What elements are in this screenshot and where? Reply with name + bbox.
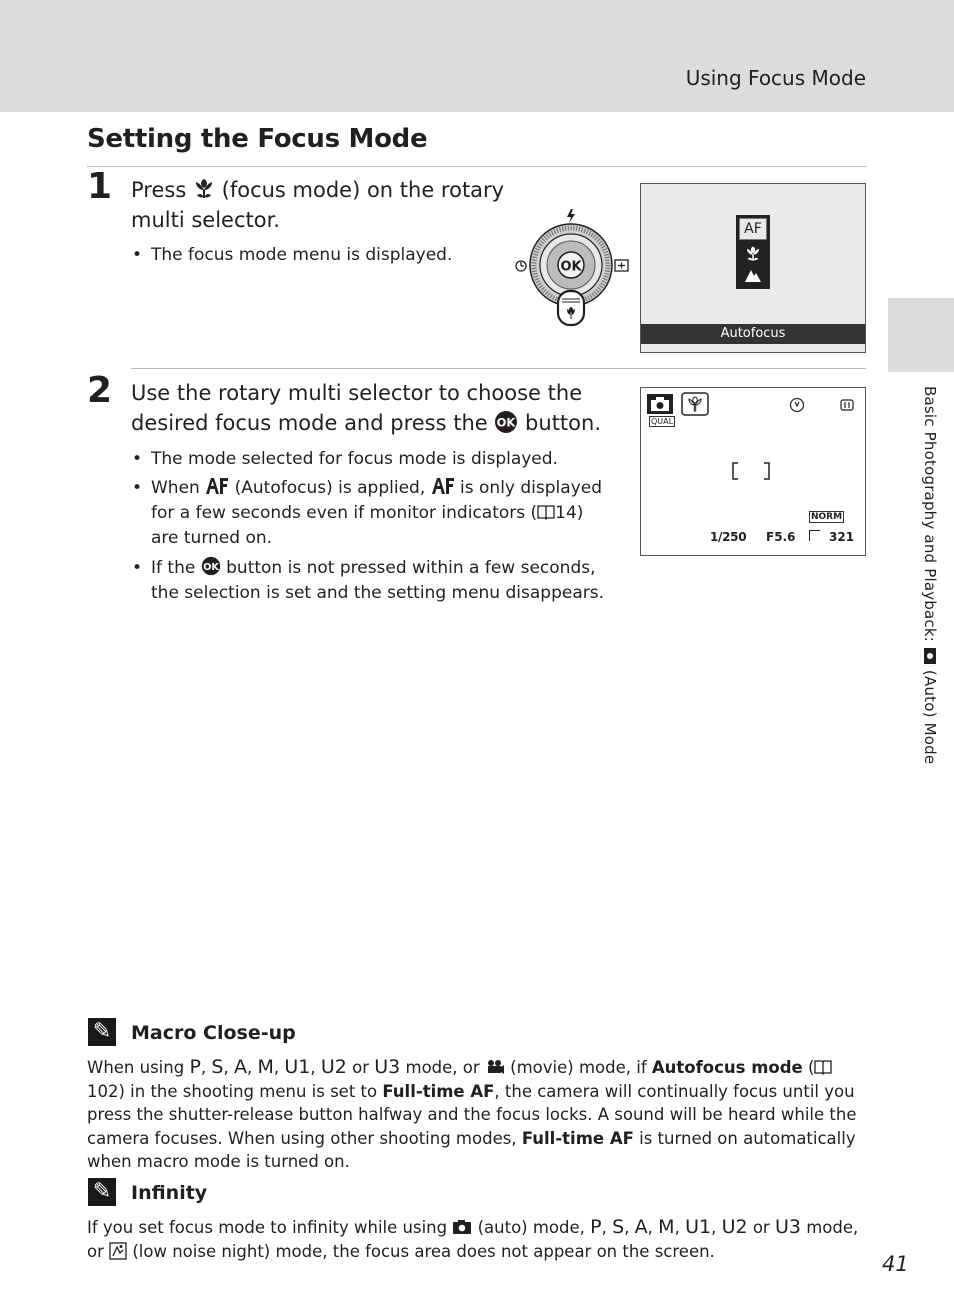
book-reference-icon <box>537 504 555 520</box>
mode-u3-icon: U3 <box>774 1216 801 1238</box>
step-2-instruction: Use the rotary multi selector to choose the desired focus mode and press the OK button. <box>131 381 601 435</box>
note-1-body: When using P, S, A, M, U1, U2 or U3 mode, or (movie) mode, if Autofocus mode (102) in the shooting menu is set to Full-time AF, the camera will continually focus until you press the shutter-release button halfway and the focus locks. A sound will be heard while the camera focuses. When using other shooting modes, Full-time AF is turned on automatically when macro mode is turned on. <box>87 1056 857 1171</box>
mode-s-icon: S <box>211 1056 224 1078</box>
header-band <box>0 0 954 112</box>
mode-u1-icon: U1 <box>284 1056 311 1078</box>
rotary-multi-selector-illustration <box>512 207 632 329</box>
ok-button-icon <box>494 410 518 434</box>
note-2-body: If you set focus mode to infinity while using (auto) mode, P, S, A, M, U1, U2 or U3 mode, or (low noise night) mode, the focus area does not appear on the screen. <box>87 1216 859 1261</box>
macro-flower-icon <box>193 177 215 201</box>
page-number: 41 <box>882 1252 909 1276</box>
autofocus-icon <box>431 476 455 496</box>
auto-mode-camera-icon <box>922 647 938 665</box>
step-2-bullet-1: • The mode selected for focus mode is displayed. <box>132 449 558 469</box>
focus-mode-menu-screen <box>640 183 866 353</box>
step-2-bullet-3: • If the OK button is not pressed within a few seconds, the selection is set and the setting menu disappears. <box>132 558 604 603</box>
note-pencil-icon: ✎ <box>88 1178 116 1206</box>
mode-a-icon: A <box>233 1056 247 1078</box>
mode-m-icon: M <box>658 1216 675 1238</box>
shutter-speed: 1/250 <box>710 530 747 544</box>
mode-p-icon: P <box>189 1056 201 1078</box>
ok-button-graphic <box>558 252 584 278</box>
step-1-bullet: • The focus mode menu is displayed. <box>132 245 453 265</box>
svg-text:OK: OK <box>497 415 516 430</box>
ok-button-icon <box>201 556 221 576</box>
mode-u2-icon: U2 <box>320 1056 347 1078</box>
step-2-bullet-2: • When (Autofocus) is applied, is only displayed for a few seconds even if monitor indicators ( 14) are turned on. <box>132 478 603 548</box>
movie-camera-icon <box>485 1059 505 1075</box>
step-1-instruction: Press (focus mode) on the rotary multi selector. <box>131 178 505 232</box>
self-timer-icon <box>516 261 526 271</box>
autofocus-label-bar: Autofocus <box>641 324 865 344</box>
battery-icon <box>839 397 855 413</box>
low-noise-night-icon <box>109 1242 127 1260</box>
svg-text:OK: OK <box>202 561 219 573</box>
page-title: Setting the Focus Mode <box>87 124 428 154</box>
note-2-title: Infinity <box>131 1182 208 1204</box>
mode-s-icon: S <box>612 1216 625 1238</box>
chapter-tab <box>888 298 954 372</box>
autofocus-option[interactable]: AF <box>739 218 767 240</box>
image-mode-indicator: NORM <box>811 512 843 522</box>
chapter-side-label: Basic Photography and Playback: (Auto) Mode <box>921 386 939 765</box>
focus-mode-highlight <box>558 291 584 325</box>
auto-mode-camera-icon <box>452 1219 472 1235</box>
svg-text:OK: OK <box>560 259 582 275</box>
aperture-value: F5.6 <box>766 530 796 544</box>
macro-option-icon[interactable] <box>744 245 762 263</box>
infinity-mountain-option-icon[interactable] <box>744 267 762 283</box>
vibration-reduction-icon <box>789 397 805 413</box>
section-header: Using Focus Mode <box>685 66 866 90</box>
focus-area-brackets <box>732 462 770 480</box>
step-rule <box>131 368 866 369</box>
mode-u1-icon: U1 <box>685 1216 712 1238</box>
note-1-title: Macro Close-up <box>131 1022 296 1044</box>
mode-a-icon: A <box>634 1216 648 1238</box>
step-number-2: 2 <box>87 370 113 411</box>
macro-mode-indicator-icon <box>681 392 709 416</box>
mode-p-icon: P <box>590 1216 602 1238</box>
image-quality-indicator: QUAL <box>651 417 674 426</box>
shooting-screen <box>640 387 866 556</box>
autofocus-icon <box>205 476 229 496</box>
exposures-remaining: 321 <box>829 530 855 544</box>
focus-mode-menu <box>736 215 770 289</box>
internal-memory-icon <box>809 530 820 541</box>
auto-mode-camera-icon <box>647 394 673 414</box>
note-pencil-icon: ✎ <box>88 1018 116 1046</box>
title-rule <box>87 166 866 167</box>
step-number-1: 1 <box>87 166 113 207</box>
mode-m-icon: M <box>257 1056 274 1078</box>
book-reference-icon <box>814 1059 832 1075</box>
exposure-compensation-icon <box>615 260 628 271</box>
mode-u3-icon: U3 <box>374 1056 401 1078</box>
mode-u2-icon: U2 <box>721 1216 748 1238</box>
flash-icon <box>567 209 575 223</box>
